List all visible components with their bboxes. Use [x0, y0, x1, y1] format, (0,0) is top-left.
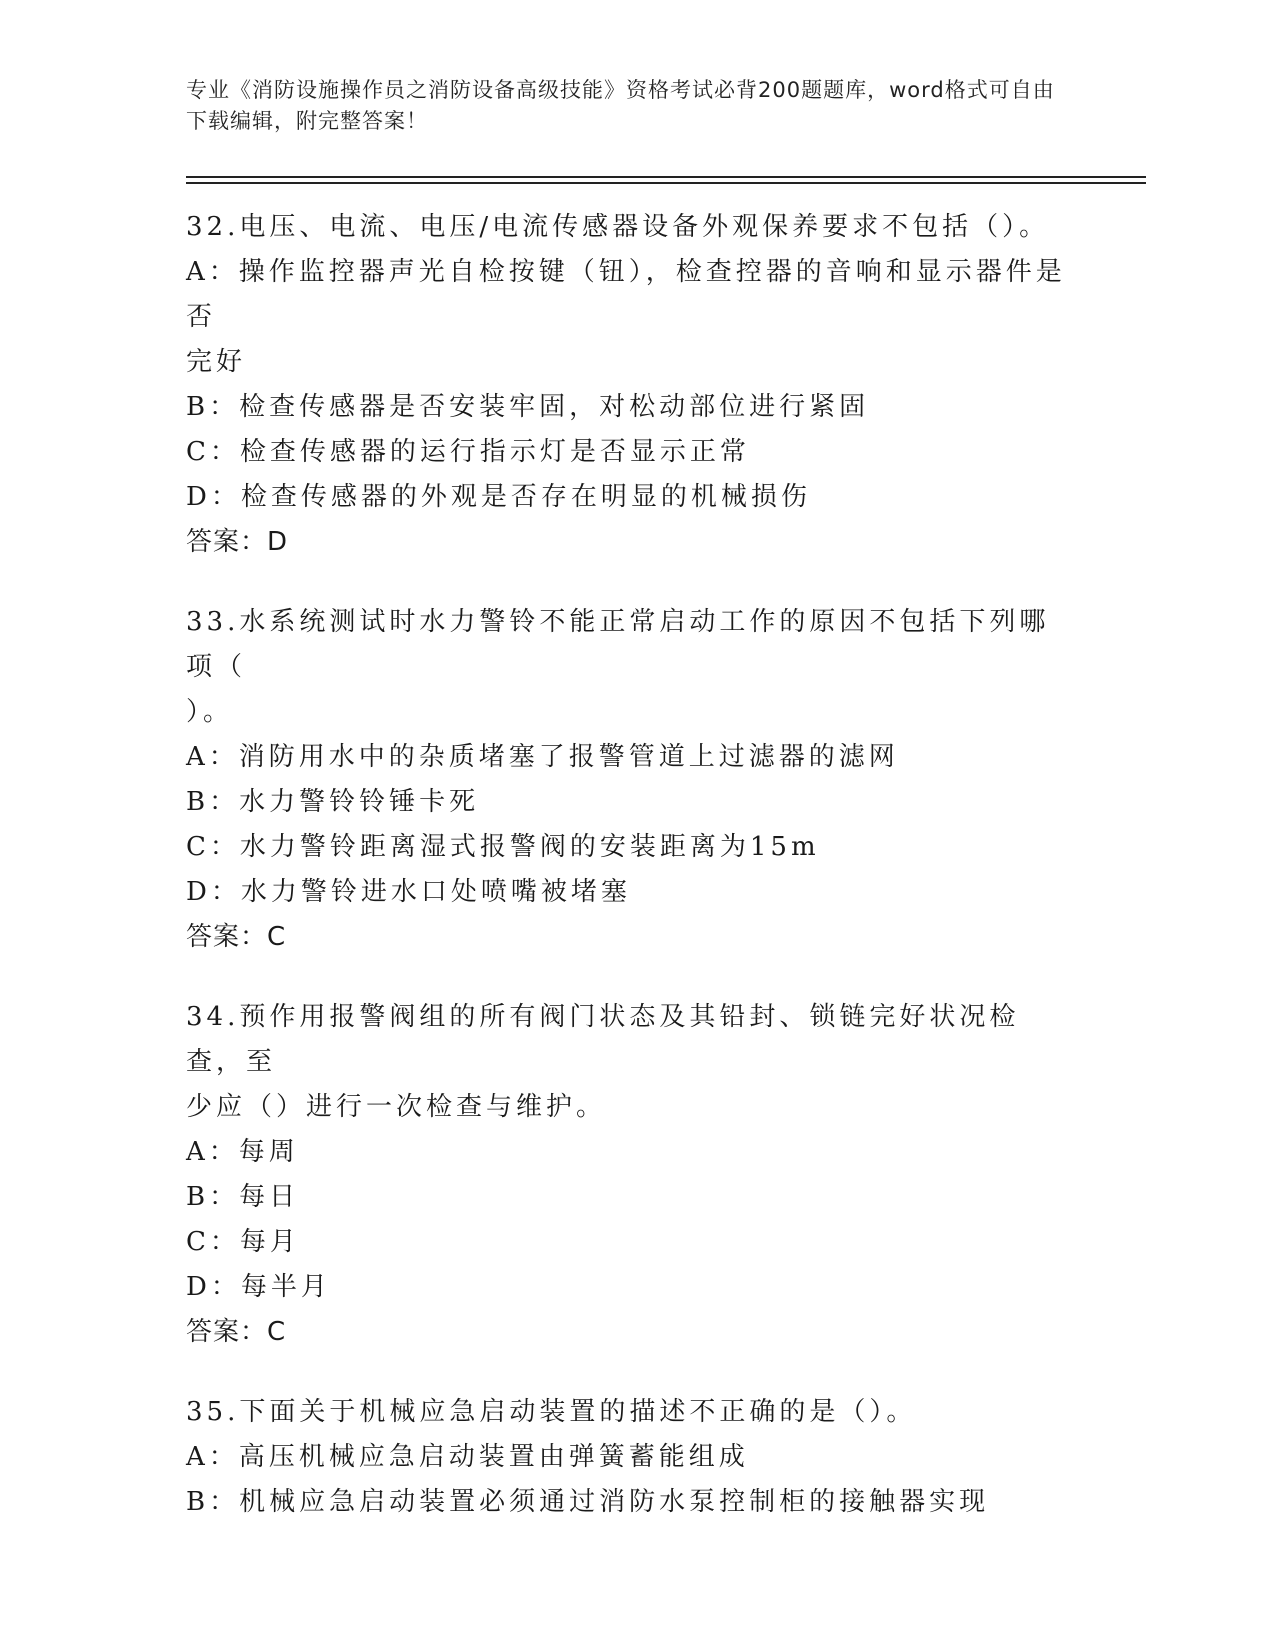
document-header: 专业《消防设施操作员之消防设备高级技能》资格考试必背200题题库，word格式可自由下载编辑，附完整答案！: [186, 78, 1055, 133]
question-stem: ）。: [186, 697, 234, 727]
question-block: [186, 600, 1066, 960]
answer-option: C：检查传感器的运行指示灯是否显示正常: [186, 437, 750, 467]
question-stem: 35.下面关于机械应急启动装置的描述不正确的是（）。: [186, 1397, 917, 1427]
question-block: [186, 1390, 1066, 1525]
answer-option: D：水力警铃进水口处喷嘴被堵塞: [186, 877, 631, 907]
answer-option: A：消防用水中的杂质堵塞了报警管道上过滤器的滤网: [186, 742, 899, 772]
header-divider-top: [186, 176, 1146, 178]
correct-answer: 答案：D: [186, 527, 289, 557]
answer-option: B：每日: [186, 1182, 300, 1212]
answer-option: B：机械应急启动装置必须通过消防水泵控制柜的接触器实现: [186, 1487, 990, 1517]
answer-option: A：操作监控器声光自检按键（钮），检查控器的音响和显示器件是否: [186, 257, 1066, 332]
correct-answer: 答案：C: [186, 922, 287, 952]
answer-option: B：水力警铃铃锤卡死: [186, 787, 480, 817]
question-stem: 32.电压、电流、电压/电流传感器设备外观保养要求不包括（）。: [186, 212, 1050, 242]
answer-option: 完好: [186, 347, 247, 377]
question-stem: 少应（）进行一次检查与维护。: [186, 1092, 607, 1122]
header-divider-bottom: [186, 182, 1146, 184]
correct-answer: 答案：C: [186, 1317, 287, 1347]
answer-option: A：高压机械应急启动装置由弹簧蓄能组成: [186, 1442, 749, 1472]
question-block: [186, 205, 1066, 565]
answer-option: D：每半月: [186, 1272, 331, 1302]
question-list: [186, 205, 1066, 1560]
answer-option: D：检查传感器的外观是否存在明显的机械损伤: [186, 482, 811, 512]
question-block: [186, 995, 1066, 1355]
answer-option: C：每月: [186, 1227, 300, 1257]
answer-option: C：水力警铃距离湿式报警阀的安装距离为15m: [186, 832, 820, 862]
question-stem: 33.水系统测试时水力警铃不能正常启动工作的原因不包括下列哪项（: [186, 607, 1050, 682]
answer-option: A：每周: [186, 1137, 299, 1167]
answer-option: B：检查传感器是否安装牢固，对松动部位进行紧固: [186, 392, 870, 422]
question-stem: 34.预作用报警阀组的所有阀门状态及其铅封、锁链完好状况检查，至: [186, 1002, 1020, 1077]
